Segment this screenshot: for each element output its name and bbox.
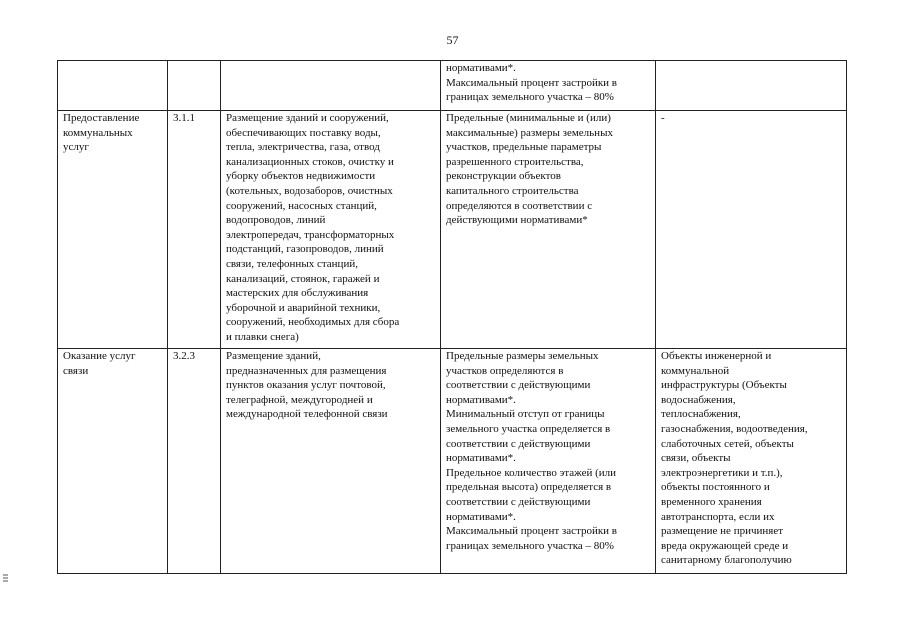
use-parameters: нормативами*. Максимальный процент застройки в границах земельного участка – 80% bbox=[446, 62, 617, 104]
use-code-cell bbox=[168, 111, 221, 349]
use-related: - bbox=[661, 112, 665, 124]
use-related-cell bbox=[656, 349, 847, 574]
scan-edge-mark-icon bbox=[3, 573, 9, 583]
use-name-cell bbox=[58, 61, 168, 111]
scan-edge-mark bbox=[3, 573, 9, 583]
use-name-cell bbox=[58, 349, 168, 574]
use-code: 3.1.1 bbox=[173, 112, 195, 124]
use-related-cell bbox=[656, 111, 847, 349]
use-description: Размещение зданий и сооружений, обеспечивающих поставку воды, тепла, электричества, газа, отвод канализационных стоков, очистку и уборку объектов недвижимости (котельных, водозаборов, очистных сооружений, насосных станций, водопроводов, линий электропередач, трансформаторных подстанций, газопроводов, линий связи, телефонных станций, канализаций, стоянок, гаражей и мастерских для обслуживания уборочной и аварийной техники, сооружений, необходимых для сбора и плавки снега) bbox=[226, 112, 400, 343]
use-name: Предоставление коммунальных услуг bbox=[63, 112, 140, 154]
use-related-cell bbox=[656, 61, 847, 111]
land-use-table bbox=[57, 60, 847, 574]
table-row bbox=[58, 349, 847, 574]
use-code-cell bbox=[168, 61, 221, 111]
use-description-cell bbox=[221, 111, 441, 349]
use-parameters-cell bbox=[441, 111, 656, 349]
use-parameters: Предельные (минимальные и (или) максимальные) размеры земельных участков, предельные параметры разрешенного строительства, реконструкции объектов капитального строительства определяются в соответствии с действующими нормативами* bbox=[446, 112, 613, 227]
use-description: Размещение зданий, предназначенных для размещения пунктов оказания услуг почтовой, телеграфной, междугородней и международной телефонной связи bbox=[226, 350, 388, 421]
page-number: 57 bbox=[446, 33, 459, 47]
use-parameters-cell bbox=[441, 349, 656, 574]
use-parameters: Предельные размеры земельных участков определяются в соответствии с действующими нормативами*. Минимальный отступ от границы земельного участка определяется в соответствии с действующими нормативами*. Предельное количество этажей (или предельная высота) определяется в соответствии с действующими нормативами*. Максимальный процент застройки в границах земельного участка – 80% bbox=[446, 350, 617, 552]
table-row bbox=[58, 61, 847, 111]
use-name-cell bbox=[58, 111, 168, 349]
use-description-cell bbox=[221, 61, 441, 111]
use-code-cell bbox=[168, 349, 221, 574]
use-code: 3.2.3 bbox=[173, 350, 195, 362]
table-row bbox=[58, 111, 847, 349]
use-related: Объекты инженерной и коммунальной инфраструктуры (Объекты водоснабжения, теплоснабжения, газоснабжения, водоотведения, слаботочных сетей, объекты связи, объекты электроэнергетики и т.п.), объекты постоянного и временного хранения автотранспорта, если их размещение не причиняет вреда окружающей среде и санитарному благополучию bbox=[661, 350, 808, 567]
use-description-cell bbox=[221, 349, 441, 574]
use-parameters-cell bbox=[441, 61, 656, 111]
use-name: Оказание услуг связи bbox=[63, 350, 136, 377]
